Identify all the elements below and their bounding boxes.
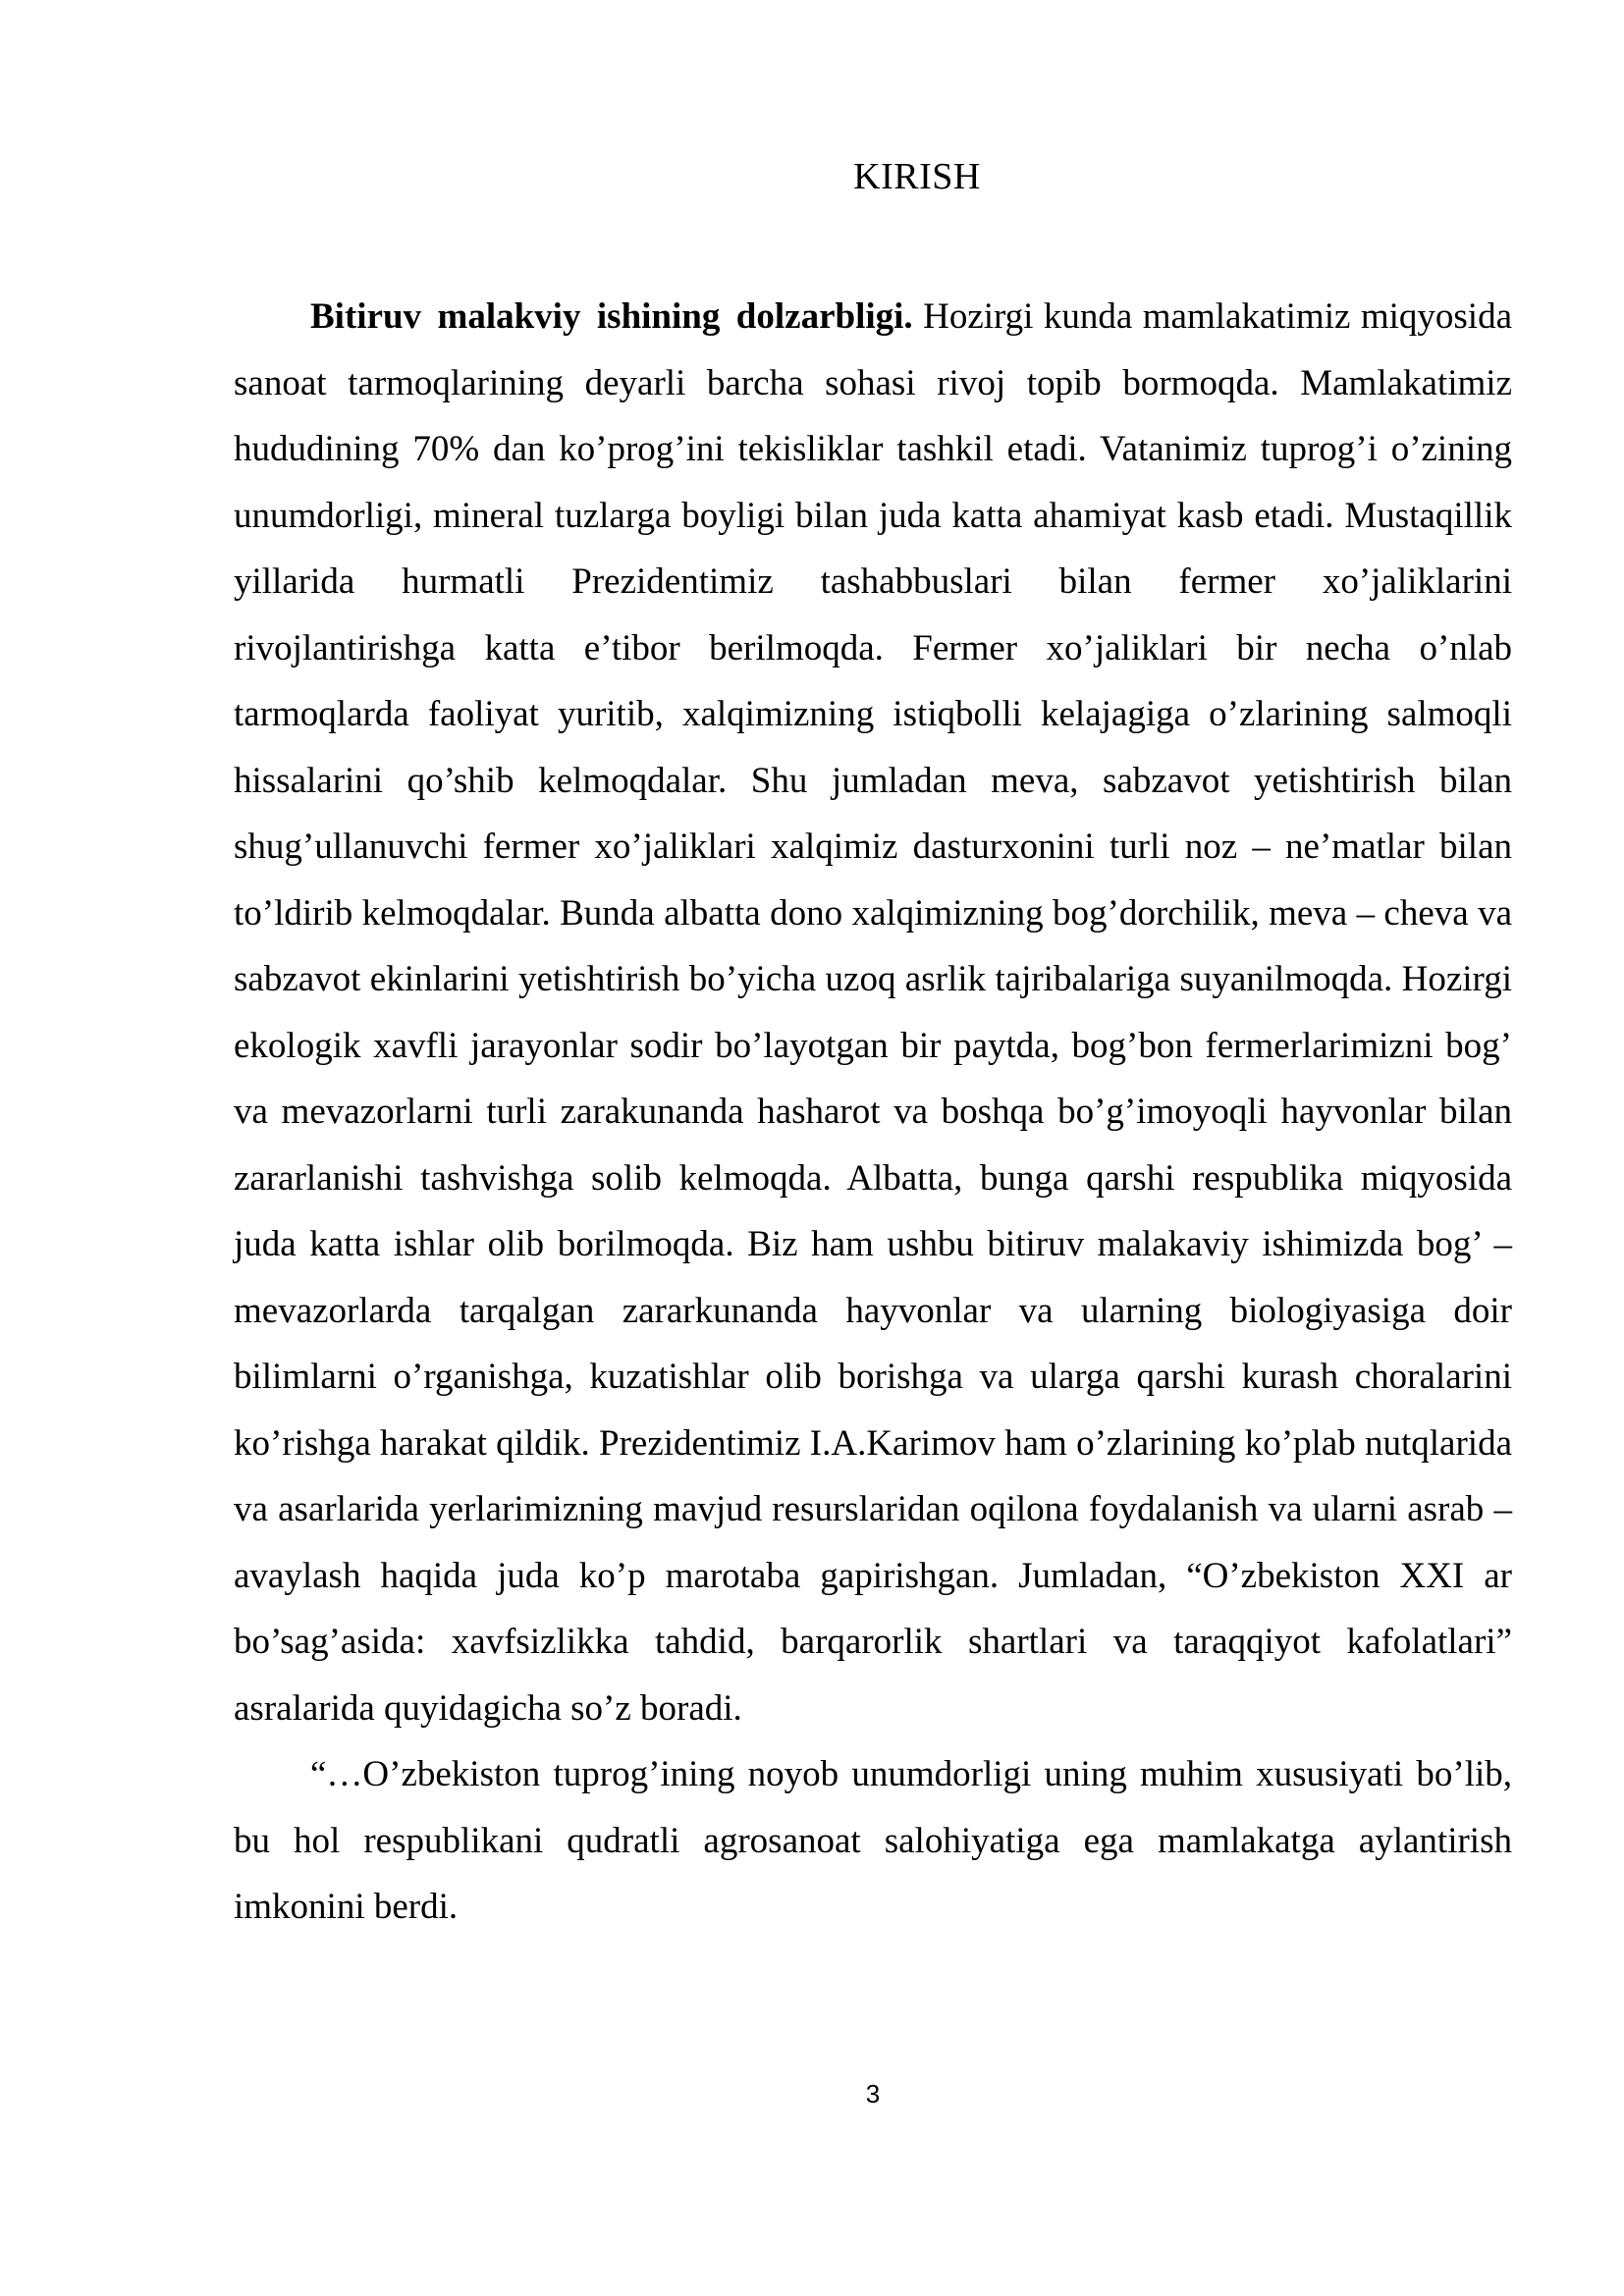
paragraph-2-text: “…O’zbekiston tuprog’ining noyob unumdorligi uning muhim xususiyati bo’lib, bu hol respublikani qudratli agrosanoat salohiyatiga ega mamlakatga aylantirish imkonini berdi. (234, 1754, 1512, 1927)
paragraph-lead-bold: Bitiruv malakviy ishining dolzarbligi. (310, 296, 913, 337)
page-number: 3 (865, 2079, 881, 2109)
paragraph-1 (234, 284, 1512, 1741)
section-heading: KIRISH (853, 156, 981, 197)
body-text (234, 284, 1512, 1941)
paragraph-2 (234, 1741, 1512, 1941)
paragraph-1-text: Hozirgi kunda mamlakatimiz miqyosida sanoat tarmoqlarining deyarli barcha sohasi rivoj topib bormoqda. Mamlakatimiz hududining 70% dan ko’prog’ini tekisliklar tashkil etadi. Vatanimiz tuprog’i o’zining unumdorligi, mineral tuzlarga boyligi bilan juda katta ahamiyat kasb etadi. Mustaqillik yillarida hurmatli Prezidentimiz tashabbuslari bilan fermer xo’jaliklarini rivojlantirishga katta e’tibor berilmoqda. Fermer xo’jaliklari bir necha o’nlab tarmoqlarda faoliyat yuritib, xalqimizning istiqbolli kelajagiga o’zlarining salmoqli hissalarini qo’shib kelmoqdalar. Shu jumladan meva, sabzavot yetishtirish bilan shug’ullanuvchi fermer xo’jaliklari xalqimiz dasturxonini turli noz – ne’matlar bilan to’ldirib kelmoqdalar. Bunda albatta dono xalqimizning bog’dorchilik, meva – cheva va sabzavot ekinlarini yetishtirish bo’yicha uzoq asrlik tajribalariga suyanilmoqda. Hozirgi ekologik xavfli jarayonlar sodir bo’layotgan bir paytda, bog’bon fermerlarimizni bog’ va mevazorlarni turli zarakunanda hasharot va boshqa bo’g’imoyoqli hayvonlar bilan zararlanishi tashvishga solib kelmoqda. Albatta, bunga qarshi respublika miqyosida juda katta ishlar olib borilmoqda. Biz ham ushbu bitiruv malakaviy ishimizda bog’ – mevazorlarda tarqalgan zararkunanda hayvonlar va ularning biologiyasiga doir bilimlarni o’rganishga, kuzatishlar olib borishga va ularga qarshi kurash choralarini ko’rishga harakat qildik. Prezidentimiz I.A.Karimov ham o’zlarining ko’plab nutqlarida va asarlarida yerlarimizning mavjud resurslaridan oqilona foydalanish va ularni asrab – avaylash haqida juda ko’p marotaba gapirishgan. Jumladan, “O’zbekiston XXI ar bo’sag’asida: xavfsizlikka tahdid, barqarorlik shartlari va taraqqiyot kafolatlari” asralarida quyidagicha so’z boradi. (234, 296, 1512, 1729)
